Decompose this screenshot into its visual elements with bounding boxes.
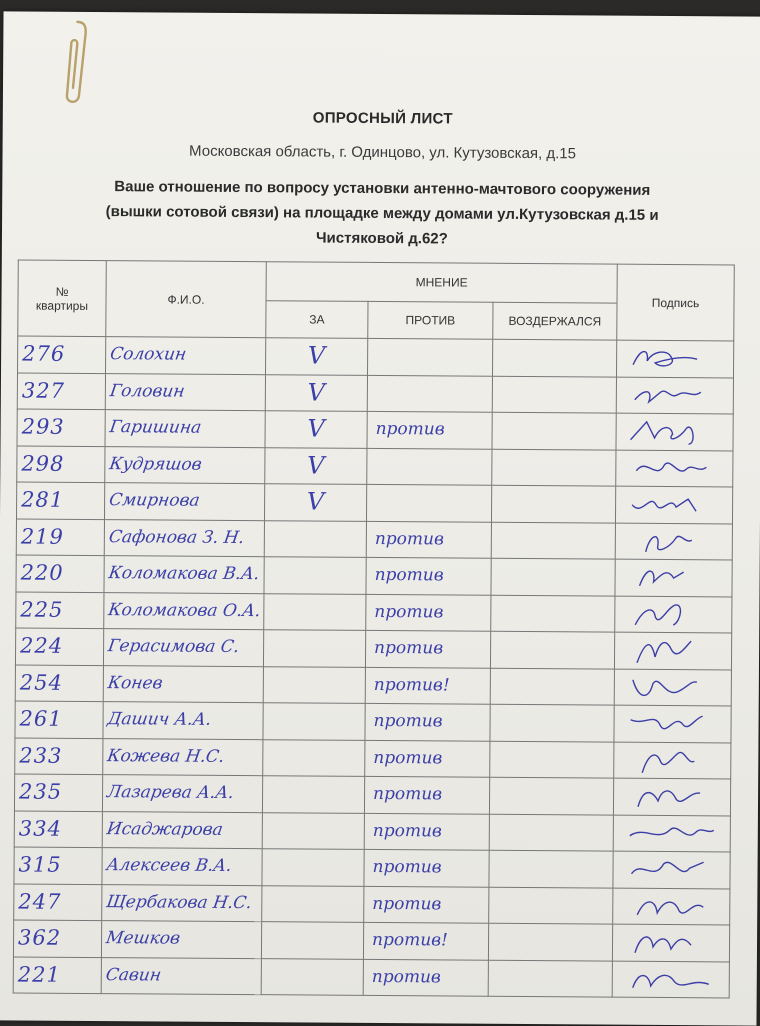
name-cell	[104, 519, 264, 557]
against-cell	[365, 740, 490, 777]
name-value: Коломакова О.А.	[106, 599, 263, 621]
for-cell	[263, 630, 365, 667]
abstained-cell	[490, 741, 614, 778]
name-value: Смирнова	[107, 490, 202, 511]
name-cell	[103, 738, 263, 776]
handwritten-signature	[617, 341, 734, 377]
signature-cell	[614, 742, 731, 779]
signature-cell	[613, 888, 730, 925]
apartment-cell	[17, 409, 105, 446]
for-value: V	[307, 341, 326, 370]
for-cell	[262, 776, 364, 813]
against-value: против	[371, 966, 441, 988]
apartment-cell	[13, 956, 101, 993]
handwritten-signature	[615, 560, 732, 596]
for-value	[264, 684, 365, 685]
apartment-value: 362	[17, 925, 62, 951]
signature-cell	[613, 851, 730, 888]
abstained-cell	[492, 376, 616, 413]
table-row	[14, 883, 730, 924]
table-row	[15, 664, 731, 705]
apartment-value: 254	[19, 670, 64, 695]
abstained-cell	[489, 814, 613, 851]
table-row	[15, 628, 731, 669]
abstained-value	[490, 796, 613, 797]
name-cell	[103, 629, 263, 667]
table-row	[16, 555, 732, 596]
for-value	[262, 940, 363, 941]
abstained-cell	[491, 558, 615, 595]
abstained-value	[491, 686, 614, 687]
handwritten-signature	[613, 852, 730, 888]
apartment-cell	[13, 920, 101, 957]
document-title: ОПРОСНЫЙ ЛИСТ	[312, 109, 453, 128]
against-value: против!	[373, 674, 450, 696]
for-value	[263, 794, 364, 795]
against-cell	[363, 922, 488, 959]
name-cell	[104, 483, 264, 521]
name-value: Герасимова С.	[106, 636, 241, 658]
apartment-cell	[16, 518, 104, 555]
abstained-value	[492, 467, 615, 468]
handwritten-signature	[615, 669, 732, 705]
name-value: Головин	[108, 380, 187, 402]
apartment-cell	[14, 774, 102, 811]
against-cell	[366, 594, 491, 631]
name-value: Кудряшов	[107, 453, 204, 475]
against-value: против	[372, 893, 442, 915]
table-row	[14, 774, 730, 815]
name-value: Коломакова В.А.	[107, 563, 261, 585]
abstained-value	[489, 978, 612, 979]
for-value	[263, 867, 364, 868]
for-cell	[264, 593, 366, 630]
header-apartment	[18, 260, 107, 337]
abstained-value	[491, 723, 614, 724]
name-cell	[103, 665, 263, 703]
table-row	[14, 810, 730, 851]
handwritten-signature	[617, 377, 734, 413]
table-row	[15, 701, 731, 742]
against-value: против	[373, 747, 443, 769]
name-cell	[103, 702, 263, 740]
question-line: Чистяковой д.62?	[315, 229, 448, 248]
apartment-value: 225	[20, 597, 64, 622]
name-cell	[105, 446, 265, 484]
name-cell	[106, 337, 266, 375]
against-value: против	[374, 565, 444, 586]
handwritten-signature	[614, 742, 731, 778]
header-signature: Подпись	[617, 264, 735, 341]
name-value: Кожева Н.С.	[105, 745, 226, 767]
apartment-value: 224	[20, 633, 64, 659]
abstained-value	[492, 504, 615, 505]
against-value: против!	[371, 930, 448, 951]
for-value	[262, 976, 363, 977]
against-cell	[367, 375, 492, 412]
name-value: Конев	[106, 672, 164, 694]
handwritten-signature	[613, 888, 730, 924]
abstained-value	[492, 540, 615, 541]
against-value	[367, 466, 491, 467]
for-cell	[262, 812, 364, 849]
header-name: Ф.И.О.	[106, 261, 267, 338]
apartment-cell	[17, 372, 105, 409]
name-cell	[102, 775, 262, 813]
apartment-cell	[15, 628, 103, 665]
for-cell	[263, 703, 365, 740]
abstained-value	[493, 358, 616, 359]
signature-cell	[615, 486, 732, 523]
abstained-cell	[491, 522, 615, 559]
against-value	[368, 393, 492, 394]
abstained-cell	[488, 923, 612, 960]
for-value: V	[307, 414, 325, 443]
table-row	[14, 847, 730, 888]
against-value: против	[374, 528, 444, 550]
survey-question	[32, 174, 733, 254]
name-value: Сафонова З. Н.	[107, 526, 246, 548]
for-value	[265, 538, 366, 539]
apartment-cell	[16, 482, 104, 519]
name-value: Щербакова Н.С.	[104, 891, 254, 913]
against-cell	[367, 448, 492, 485]
handwritten-signature	[616, 523, 733, 559]
survey-sheet	[0, 11, 760, 1025]
abstained-cell	[492, 339, 616, 376]
table-row	[13, 956, 729, 997]
against-cell	[363, 959, 488, 996]
abstained-cell	[490, 631, 614, 668]
apartment-cell	[17, 445, 105, 482]
signature-cell	[613, 815, 730, 852]
name-cell	[104, 556, 264, 594]
for-value	[263, 830, 364, 831]
apartment-value: 334	[18, 816, 63, 841]
table-row	[13, 920, 729, 961]
for-value	[263, 757, 364, 758]
apartment-cell	[14, 883, 102, 920]
for-cell	[263, 666, 365, 703]
name-cell	[101, 957, 261, 995]
name-cell	[101, 921, 261, 959]
against-cell	[368, 338, 493, 375]
apartment-cell	[15, 737, 103, 774]
against-value	[367, 503, 491, 504]
apartment-cell	[15, 701, 103, 738]
signature-cell	[615, 596, 732, 633]
against-cell	[364, 849, 489, 886]
handwritten-signature	[613, 925, 730, 961]
paperclip-icon	[55, 18, 90, 108]
header-apartment-label: квартиры	[35, 298, 89, 313]
against-cell	[364, 776, 489, 813]
signature-cell	[612, 924, 729, 961]
against-value: против	[373, 711, 443, 732]
header-against: ПРОТИВ	[368, 301, 493, 339]
abstained-cell	[488, 960, 612, 997]
for-value	[264, 648, 365, 649]
table-row	[16, 482, 732, 523]
table-row	[17, 372, 733, 413]
apartment-value: 261	[19, 706, 63, 732]
for-cell	[264, 520, 366, 557]
handwritten-signature	[614, 815, 731, 851]
for-value	[264, 721, 365, 722]
abstained-cell	[489, 777, 613, 814]
header-apartment-number-sign: №	[55, 284, 69, 299]
signature-cell	[612, 961, 729, 998]
apartment-value: 233	[19, 743, 63, 768]
against-value	[368, 357, 492, 358]
against-cell	[364, 886, 489, 923]
for-value: V	[306, 487, 325, 516]
for-cell	[265, 374, 367, 411]
apartment-value: 315	[18, 852, 62, 878]
table-row	[17, 409, 733, 450]
against-value: против	[372, 857, 442, 878]
abstained-cell	[492, 449, 616, 486]
handwritten-signature	[615, 633, 732, 669]
against-cell	[364, 813, 489, 850]
handwritten-signature	[616, 487, 733, 523]
handwritten-signature	[613, 961, 730, 997]
name-cell	[104, 592, 264, 630]
abstained-cell	[490, 668, 614, 705]
abstained-cell	[489, 850, 613, 887]
apartment-cell	[14, 810, 102, 847]
apartment-value: 293	[21, 414, 65, 440]
handwritten-signature	[614, 706, 731, 742]
apartment-value: 221	[17, 962, 61, 987]
survey-table	[13, 259, 735, 998]
for-cell	[262, 885, 364, 922]
for-value	[264, 611, 365, 612]
handwritten-signature	[615, 596, 732, 632]
document-address: Московская область, г. Одинцово, ул. Кутузовская, д.15	[189, 142, 577, 163]
against-value: против	[374, 601, 444, 623]
apartment-value: 220	[20, 560, 64, 586]
apartment-cell	[14, 847, 102, 884]
for-cell	[262, 849, 364, 886]
signature-cell	[616, 340, 733, 377]
abstained-cell	[491, 485, 615, 522]
handwritten-signature	[616, 414, 733, 450]
signature-cell	[616, 413, 733, 450]
abstained-value	[490, 869, 613, 870]
name-value: Савин	[104, 964, 163, 986]
name-cell	[105, 373, 265, 411]
handwritten-signature	[614, 779, 731, 815]
apartment-value: 298	[21, 451, 65, 476]
apartment-value: 327	[21, 378, 66, 403]
handwritten-signature	[616, 450, 733, 486]
signature-cell	[616, 450, 733, 487]
header-for: ЗА	[266, 301, 368, 339]
name-value: Алексеев В.А.	[105, 855, 234, 877]
for-value	[265, 575, 366, 576]
name-value: Исаджарова	[105, 818, 225, 840]
apartment-cell	[15, 664, 103, 701]
against-value: против	[372, 820, 442, 842]
against-cell	[365, 667, 490, 704]
against-cell	[365, 630, 490, 667]
signature-cell	[614, 632, 731, 669]
table-row	[18, 336, 734, 377]
against-cell	[365, 703, 490, 740]
name-value: Дашич А.А.	[106, 709, 213, 731]
apartment-cell	[16, 555, 104, 592]
abstained-value	[493, 394, 616, 395]
against-value: против	[374, 638, 444, 659]
against-value: против	[375, 419, 445, 440]
name-value: Гаришина	[108, 417, 203, 438]
name-value: Мешков	[104, 928, 182, 949]
apartment-value: 247	[18, 889, 62, 914]
name-cell	[102, 884, 262, 922]
abstained-value	[489, 905, 612, 906]
abstained-cell	[489, 887, 613, 924]
apartment-value: 281	[21, 487, 65, 513]
for-cell	[265, 447, 367, 484]
signature-cell	[615, 523, 732, 560]
for-cell	[265, 411, 367, 448]
apartment-value: 235	[18, 779, 63, 805]
abstained-value	[490, 832, 613, 833]
name-cell	[105, 410, 265, 448]
signature-cell	[613, 778, 730, 815]
for-cell	[266, 338, 368, 375]
signature-cell	[615, 559, 732, 596]
abstained-value	[489, 942, 612, 943]
against-cell	[366, 484, 491, 521]
name-value: Лазарева А.А.	[105, 782, 236, 804]
for-value	[262, 903, 363, 904]
for-cell	[264, 557, 366, 594]
apartment-cell	[18, 336, 106, 373]
abstained-cell	[491, 595, 615, 632]
name-cell	[102, 811, 262, 849]
abstained-value	[490, 759, 613, 760]
apartment-cell	[16, 591, 104, 628]
for-cell	[261, 922, 363, 959]
for-value: V	[307, 378, 326, 407]
for-cell	[264, 484, 366, 521]
apartment-value: 219	[20, 524, 65, 549]
abstained-value	[491, 650, 614, 651]
abstained-value	[493, 431, 616, 432]
signature-cell	[614, 669, 731, 706]
signature-cell	[614, 705, 731, 742]
for-cell	[263, 739, 365, 776]
signature-cell	[616, 377, 733, 414]
name-value: Солохин	[108, 344, 188, 365]
for-value: V	[307, 451, 325, 480]
for-cell	[261, 958, 363, 995]
against-value: против	[373, 784, 443, 805]
abstained-cell	[492, 412, 616, 449]
header-abstained: ВОЗДЕРЖАЛСЯ	[493, 302, 617, 340]
apartment-value: 276	[22, 341, 66, 367]
against-cell	[366, 521, 491, 558]
abstained-value	[492, 577, 615, 578]
against-cell	[367, 411, 492, 448]
table-row	[17, 445, 733, 486]
table-row	[16, 518, 732, 559]
table-row	[16, 591, 732, 632]
abstained-value	[491, 613, 614, 614]
question-line: Ваше отношение по вопросу установки антенно-мачтового сооружения	[114, 178, 651, 199]
table-row	[15, 737, 731, 778]
question-line: (вышки сотовой связи) на площадке между домами ул.Кутузовская д.15 и	[105, 203, 659, 224]
name-cell	[102, 848, 262, 886]
header-opinion: МНЕНИЕ	[266, 262, 617, 303]
abstained-cell	[490, 704, 614, 741]
against-cell	[366, 557, 491, 594]
